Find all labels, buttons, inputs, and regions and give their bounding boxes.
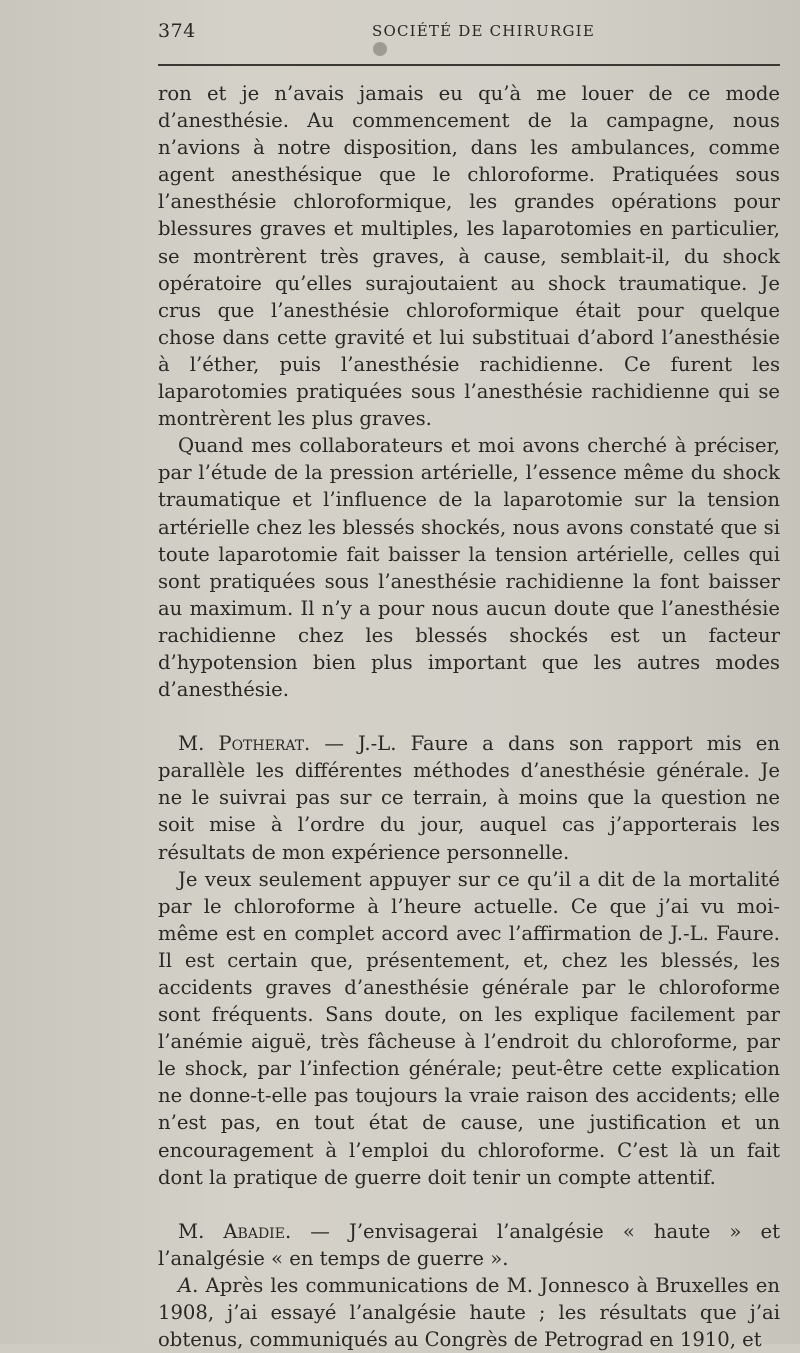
speaker-prefix: M. (178, 732, 219, 756)
section-label: A (178, 1273, 193, 1297)
library-stamp-mark (373, 42, 387, 56)
paragraph-chloroform-mortality: Je veux seulement appuyer sur ce qu’il a dit de la mortalité par le chloroforme à l’heure actuelle. Ce que j’ai vu moi-même est en complet accord avec l’affirmation de J.-L. Faure. Il est certain que, présentement, et, chez les blessés, les accidents graves d’anesthésie générale par le chloroforme sont fréquents. Sans doute, on les explique facilement par l’anémie aiguë, très fâcheuse à l’endroit du chloroforme, par le shock, par l’infection générale; peut-être cette explication ne donne-t-elle pas toujours la vraie raison des accidents; elle n’est pas, en tout état de cause, une justification et un encouragement à l’emploi du chloroforme. C’est là un fait dont la pratique de guerre doit tenir un compte attentif. (158, 867, 780, 1189)
speaker-prefix: M. (178, 1219, 224, 1243)
article-body (158, 80, 780, 1353)
page-number: 374 (158, 20, 196, 42)
paragraph-abadie: M. Abadie. — J’envisagerai l’analgésie « haute » et l’analgésie « en temps de guerre ». (158, 1219, 780, 1270)
journal-title: SOCIÉTÉ DE CHIRURGIE (372, 22, 595, 40)
running-head (0, 14, 800, 54)
speaker-name: Potherat (218, 732, 305, 756)
paragraph-continuation: ron et je n’avais jamais eu qu’à me louer de ce mode d’anesthésie. Au commencement de la campagne, nous n’avions à notre disposition, dans les ambulances, comme agent anesthésique que le chloroforme. Pratiquées sous l’anesthésie chloroformique, les grandes opérations pour blessures graves et multiples, les laparotomies en particulier, se montrèrent très graves, à cause, semblait-il, du shock opératoire qu’elles surajoutaient au shock traumatique. Je crus que l’anesthésie chloroformique était pour quelque chose dans cette gravité et lui substituai d’abord l’anesthésie à l’éther, puis l’anesthésie rachidienne. Ce furent les laparotomies pratiquées sous l’anesthésie rachidienne qui se montrèrent les plus graves. (158, 82, 780, 431)
header-rule (158, 64, 780, 66)
paragraph-section-a: A. Après les communications de M. Jonnesco à Bruxelles en 1908, j’ai essayé l’analgésie haute ; les résultats que j’ai obtenus, communiqués au Congrès de Petrograd en 1910, et (158, 1273, 780, 1352)
paragraph-potherat: M. Potherat. — J.-L. Faure a dans son rapport mis en parallèle les différentes méthodes d’anesthésie générale. Je ne le suivrai pas sur ce terrain, à moins que la question ne soit mise à l’ordre du jour, auquel cas j’apporterais les résultats de mon expérience personnelle. (158, 732, 780, 864)
paragraph-pressure-study: Quand mes collaborateurs et moi avons cherché à préciser, par l’étude de la pression artérielle, l’essence même du shock traumatique et l’influence de la laparotomie sur la tension artérielle chez les blessés shockés, nous avons constaté que si toute laparotomie fait baisser la tension artérielle, celles qui sont pratiquées sous l’anesthésie rachidienne la font baisser au maximum. Il n’y a pour nous aucun doute que l’anesthésie rachidienne chez les blessés shockés est un facteur d’hypotension bien plus important que les autres modes d’anesthésie. (158, 434, 780, 702)
speaker-name: Abadie (223, 1219, 285, 1243)
